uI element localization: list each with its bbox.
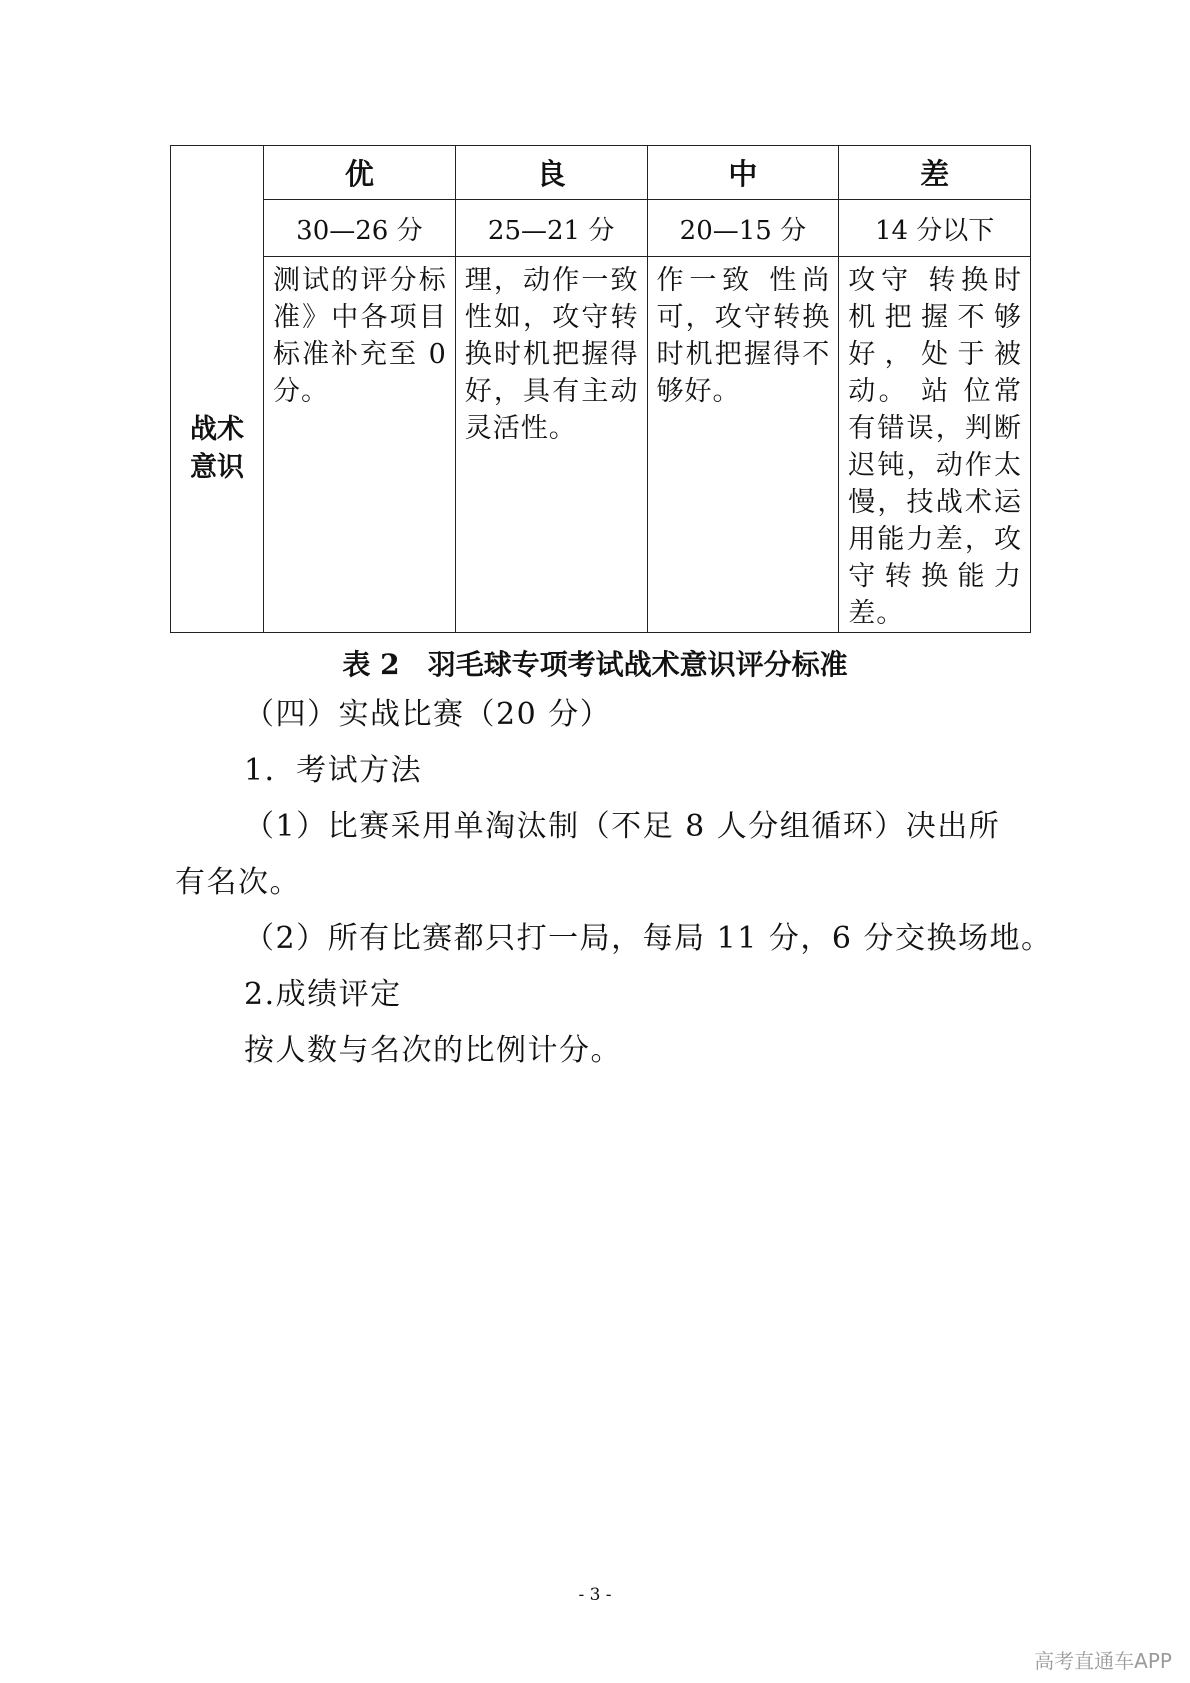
method-item-1: （1）比赛采用单淘汰制（不足 8 人分组循环）决出所有名次。 bbox=[175, 809, 1001, 900]
method-item-2: （2）所有比赛都只打一局，每局 11 分，6 分交换场地。 bbox=[244, 921, 1053, 956]
evaluation-text: 按人数与名次的比例计分。 bbox=[244, 1033, 622, 1068]
score-poor: 14 分以下 bbox=[839, 200, 1031, 257]
desc-cell-good bbox=[455, 257, 647, 633]
watermark: 高考直通车APP bbox=[1034, 1649, 1172, 1673]
grade-medium: 中 bbox=[647, 146, 839, 200]
desc-cell-poor bbox=[839, 257, 1031, 633]
section-heading: （四）实战比赛（20 分） bbox=[244, 697, 612, 732]
desc-poor: 攻守 转换时机把握不够好，处于被动。 站 位常有错误，判断迟钝，动作太慢，技战术运 用能力差，攻守转换能力差。 bbox=[848, 265, 1022, 629]
desc-good: 理，动作一致性如，攻守转换时机把握得好，具有主动灵活性。 bbox=[464, 265, 639, 444]
desc-cell-medium bbox=[647, 257, 839, 633]
desc-excellent: 测试的评分标准》中各项目标准补充至 0 分。 bbox=[273, 265, 447, 407]
grade-poor: 差 bbox=[839, 146, 1031, 200]
score-excellent: 30—26 分 bbox=[264, 200, 456, 257]
table-caption: 表 2 羽毛球专项考试战术意识评分标准 bbox=[342, 648, 848, 681]
method-title: 1．考试方法 bbox=[244, 753, 423, 788]
score-good: 25—21 分 bbox=[455, 200, 647, 257]
grade-good: 良 bbox=[455, 146, 647, 200]
page-number: - 3 - bbox=[578, 1585, 612, 1605]
score-medium: 20—15 分 bbox=[647, 200, 839, 257]
category-cell bbox=[171, 146, 264, 633]
desc-cell-excellent bbox=[264, 257, 456, 633]
evaluation-title: 2.成绩评定 bbox=[244, 977, 402, 1012]
desc-medium: 作一致 性尚可，攻守转换时机把握得不够好。 bbox=[656, 265, 831, 407]
category-label: 战术意识 bbox=[190, 414, 244, 483]
grade-excellent: 优 bbox=[264, 146, 456, 200]
scoring-table bbox=[170, 145, 1031, 633]
